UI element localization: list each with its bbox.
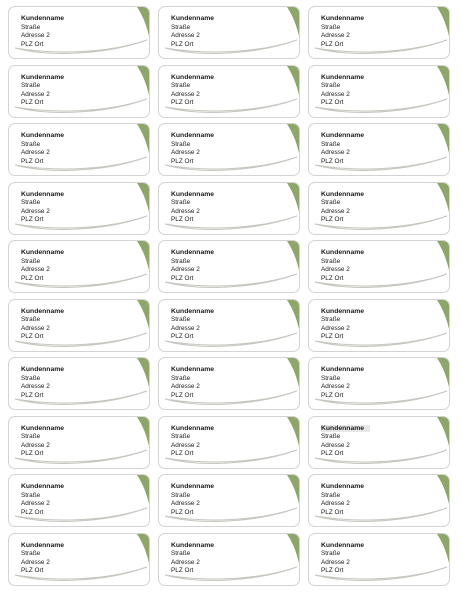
customer-name: Kundenname	[321, 73, 365, 81]
address-line-2: Adresse 2	[171, 383, 200, 391]
postal-city-line: PLZ Ort	[171, 508, 194, 516]
address-line-2: Adresse 2	[321, 324, 350, 332]
address-label[interactable]	[8, 65, 150, 118]
customer-name: Kundenname	[321, 366, 365, 373]
address-line-2: Adresse 2	[321, 441, 350, 449]
address-line-2: Adresse 2	[171, 207, 200, 215]
postal-city-line: PLZ Ort	[321, 99, 344, 107]
street-line: Straße	[21, 374, 41, 382]
address-block	[171, 74, 214, 108]
address-block	[171, 542, 214, 576]
customer-name: Kundenname	[171, 366, 215, 373]
address-block	[171, 425, 214, 459]
address-line-2: Adresse 2	[21, 383, 50, 391]
address-line-2: Adresse 2	[21, 558, 50, 566]
postal-city-line: PLZ Ort	[171, 99, 194, 107]
postal-city-line: PLZ Ort	[321, 333, 344, 341]
address-label[interactable]	[158, 123, 300, 176]
postal-city-line: PLZ Ort	[321, 391, 344, 399]
address-line-2: Adresse 2	[171, 324, 200, 332]
postal-city-line: PLZ Ort	[321, 508, 344, 516]
street-line: Straße	[21, 433, 41, 441]
green-corner-accent	[437, 300, 450, 340]
address-label[interactable]	[8, 6, 150, 59]
street-line: Straße	[321, 140, 341, 148]
green-corner-accent	[437, 183, 450, 223]
street-line: Straße	[321, 257, 341, 265]
street-line: Straße	[171, 550, 191, 558]
address-line-2: Adresse 2	[171, 500, 200, 508]
address-label[interactable]	[8, 357, 150, 410]
green-corner-accent	[437, 241, 450, 281]
street-line: Straße	[171, 316, 191, 324]
postal-city-line: PLZ Ort	[21, 391, 44, 399]
street-line: Straße	[321, 316, 341, 324]
address-label[interactable]	[308, 182, 450, 235]
address-label[interactable]	[8, 474, 150, 527]
address-label[interactable]	[8, 123, 150, 176]
address-block	[171, 191, 214, 225]
address-line-2: Adresse 2	[321, 90, 350, 98]
address-line-2: Adresse 2	[321, 558, 350, 566]
address-line-2: Adresse 2	[171, 32, 200, 40]
customer-name: Kundenname	[21, 190, 65, 198]
customer-name: Kundenname	[21, 249, 65, 256]
customer-name: Kundenname	[171, 132, 215, 139]
address-label[interactable]	[158, 182, 300, 235]
green-corner-accent	[437, 66, 450, 106]
green-corner-accent	[287, 124, 300, 164]
customer-name: Kundenname	[321, 483, 365, 490]
address-block	[21, 483, 64, 517]
address-label[interactable]	[158, 299, 300, 352]
address-block	[321, 74, 364, 108]
street-line: Straße	[171, 374, 191, 382]
customer-name: Kundenname	[171, 249, 215, 256]
customer-name: Kundenname	[321, 132, 365, 139]
customer-name: Kundenname	[171, 15, 215, 22]
address-block	[321, 366, 364, 400]
address-line-2: Adresse 2	[171, 266, 200, 274]
address-block	[171, 15, 214, 49]
label-sheet	[8, 6, 456, 594]
green-corner-accent	[287, 183, 300, 223]
address-block	[21, 132, 64, 166]
address-line-2: Adresse 2	[21, 207, 50, 215]
address-block	[321, 15, 364, 49]
postal-city-line: PLZ Ort	[171, 450, 194, 458]
green-corner-accent	[287, 66, 300, 106]
address-block	[321, 132, 364, 166]
address-label[interactable]	[8, 182, 150, 235]
customer-name: Kundenname	[21, 483, 65, 490]
postal-city-line: PLZ Ort	[21, 216, 44, 224]
address-block	[321, 191, 364, 225]
address-label[interactable]	[308, 474, 450, 527]
street-line: Straße	[321, 199, 341, 207]
address-line-2: Adresse 2	[21, 149, 50, 157]
address-block	[21, 74, 64, 108]
green-corner-accent	[287, 417, 300, 457]
postal-city-line: PLZ Ort	[321, 157, 344, 165]
address-label[interactable]	[158, 65, 300, 118]
address-line-2: Adresse 2	[21, 324, 50, 332]
postal-city-line: PLZ Ort	[21, 157, 44, 165]
address-label[interactable]	[308, 6, 450, 59]
green-corner-accent	[137, 475, 150, 515]
postal-city-line: PLZ Ort	[21, 567, 44, 575]
customer-name: Kundenname	[21, 366, 65, 373]
address-block	[21, 425, 64, 459]
customer-name: Kundenname	[21, 132, 65, 139]
street-line: Straße	[171, 433, 191, 441]
green-corner-accent	[437, 475, 450, 515]
postal-city-line: PLZ Ort	[21, 333, 44, 341]
street-line: Straße	[21, 140, 41, 148]
green-corner-accent	[137, 66, 150, 106]
postal-city-line: PLZ Ort	[321, 216, 344, 224]
address-label[interactable]	[308, 533, 450, 586]
address-label[interactable]	[158, 416, 300, 469]
green-corner-accent	[137, 241, 150, 281]
customer-name: Kundenname	[171, 190, 215, 198]
street-line: Straße	[21, 23, 41, 31]
address-line-2: Adresse 2	[321, 383, 350, 391]
address-block	[21, 249, 64, 283]
street-line: Straße	[171, 257, 191, 265]
green-corner-accent	[437, 417, 450, 457]
customer-name: Kundenname	[21, 73, 65, 81]
street-line: Straße	[21, 82, 41, 90]
customer-name: Kundenname	[21, 424, 65, 432]
postal-city-line: PLZ Ort	[171, 216, 194, 224]
address-line-2: Adresse 2	[21, 500, 50, 508]
address-label[interactable]	[158, 533, 300, 586]
address-block	[21, 15, 64, 49]
postal-city-line: PLZ Ort	[321, 450, 344, 458]
customer-name: Kundenname	[321, 541, 365, 549]
street-line: Straße	[21, 257, 41, 265]
address-label[interactable]	[8, 533, 150, 586]
address-block	[21, 542, 64, 576]
green-corner-accent	[437, 124, 450, 164]
address-block	[321, 308, 364, 342]
street-line: Straße	[171, 82, 191, 90]
postal-city-line: PLZ Ort	[21, 40, 44, 48]
street-line: Straße	[21, 491, 41, 499]
address-block	[21, 308, 64, 342]
address-label[interactable]	[308, 357, 450, 410]
address-line-2: Adresse 2	[21, 32, 50, 40]
postal-city-line: PLZ Ort	[171, 274, 194, 282]
address-label[interactable]	[158, 6, 300, 59]
address-label[interactable]	[158, 474, 300, 527]
green-corner-accent	[137, 534, 150, 574]
green-corner-accent	[437, 7, 450, 47]
address-block	[171, 366, 214, 400]
address-line-2: Adresse 2	[321, 207, 350, 215]
postal-city-line: PLZ Ort	[171, 157, 194, 165]
address-label[interactable]	[308, 299, 450, 352]
address-block	[321, 425, 370, 459]
street-line: Straße	[21, 199, 41, 207]
address-label[interactable]	[308, 123, 450, 176]
address-line-2: Adresse 2	[21, 90, 50, 98]
address-line-2: Adresse 2	[21, 266, 50, 274]
green-corner-accent	[137, 183, 150, 223]
customer-name: Kundenname	[171, 483, 215, 490]
address-label[interactable]	[8, 299, 150, 352]
address-line-2: Adresse 2	[321, 500, 350, 508]
street-line: Straße	[21, 550, 41, 558]
customer-name: Kundenname	[321, 249, 365, 256]
green-corner-accent	[287, 241, 300, 281]
address-block	[21, 191, 64, 225]
address-line-2: Adresse 2	[171, 90, 200, 98]
green-corner-accent	[137, 124, 150, 164]
postal-city-line: PLZ Ort	[21, 99, 44, 107]
customer-name: Kundenname	[171, 73, 215, 81]
customer-name: Kundenname	[171, 424, 215, 432]
address-line-2: Adresse 2	[321, 32, 350, 40]
green-corner-accent	[287, 475, 300, 515]
address-label[interactable]	[158, 357, 300, 410]
address-block	[321, 542, 364, 576]
address-label[interactable]	[308, 240, 450, 293]
street-line: Straße	[171, 140, 191, 148]
postal-city-line: PLZ Ort	[321, 567, 344, 575]
address-line-2: Adresse 2	[321, 266, 350, 274]
customer-name: Kundenname	[321, 307, 365, 315]
customer-name: Kundenname	[321, 15, 365, 22]
street-line: Straße	[321, 374, 341, 382]
street-line: Straße	[321, 23, 341, 31]
customer-name: Kundenname	[21, 541, 65, 549]
customer-name: Kundenname	[321, 190, 365, 198]
address-block	[171, 249, 214, 283]
green-corner-accent	[137, 7, 150, 47]
street-line: Straße	[171, 491, 191, 499]
address-block	[171, 308, 214, 342]
address-line-2: Adresse 2	[321, 149, 350, 157]
green-corner-accent	[437, 358, 450, 398]
street-line: Straße	[171, 199, 191, 207]
address-block	[321, 249, 364, 283]
green-corner-accent	[437, 534, 450, 574]
street-line: Straße	[21, 316, 41, 324]
address-block	[171, 483, 214, 517]
postal-city-line: PLZ Ort	[21, 274, 44, 282]
postal-city-line: PLZ Ort	[321, 40, 344, 48]
postal-city-line: PLZ Ort	[321, 274, 344, 282]
address-line-2: Adresse 2	[21, 441, 50, 449]
address-line-2: Adresse 2	[171, 558, 200, 566]
postal-city-line: PLZ Ort	[171, 567, 194, 575]
address-block	[171, 132, 214, 166]
green-corner-accent	[287, 7, 300, 47]
green-corner-accent	[137, 300, 150, 340]
green-corner-accent	[137, 358, 150, 398]
green-corner-accent	[287, 358, 300, 398]
green-corner-accent	[287, 300, 300, 340]
street-line: Straße	[321, 82, 341, 90]
postal-city-line: PLZ Ort	[21, 450, 44, 458]
postal-city-line: PLZ Ort	[171, 391, 194, 399]
customer-name: Kundenname	[21, 307, 65, 315]
postal-city-line: PLZ Ort	[171, 40, 194, 48]
address-line-2: Adresse 2	[171, 149, 200, 157]
address-label[interactable]	[158, 240, 300, 293]
address-label[interactable]	[8, 240, 150, 293]
address-label[interactable]	[8, 416, 150, 469]
customer-name: Kundenname	[171, 307, 215, 315]
address-line-2: Adresse 2	[171, 441, 200, 449]
customer-name: Kundenname	[21, 15, 65, 22]
street-line: Straße	[171, 23, 191, 31]
street-line: Straße	[321, 550, 341, 558]
street-line: Straße	[321, 433, 341, 441]
address-block	[21, 366, 64, 400]
customer-name: Kundenname	[321, 425, 370, 432]
address-block	[321, 483, 364, 517]
postal-city-line: PLZ Ort	[171, 333, 194, 341]
customer-name: Kundenname	[171, 541, 215, 549]
green-corner-accent	[287, 534, 300, 574]
address-label[interactable]	[308, 416, 450, 469]
street-line: Straße	[321, 491, 341, 499]
green-corner-accent	[137, 417, 150, 457]
postal-city-line: PLZ Ort	[21, 508, 44, 516]
address-label[interactable]	[308, 65, 450, 118]
